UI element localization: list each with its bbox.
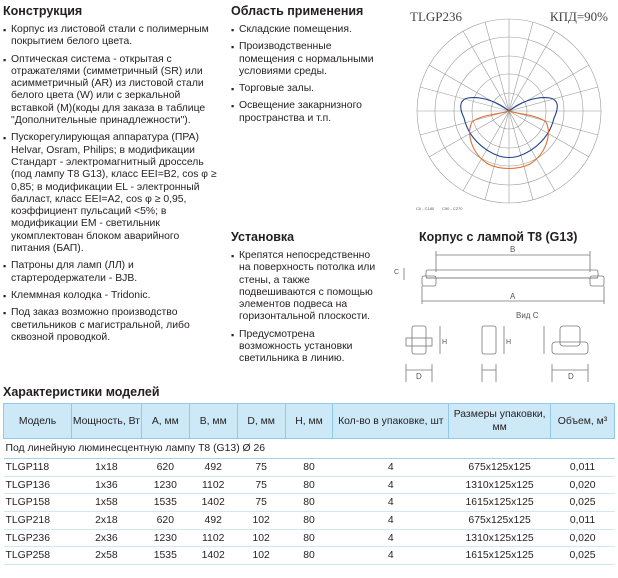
installation-section [231, 230, 379, 371]
col-header-volume: Объем, м³ [551, 404, 615, 439]
cell-volume: 0,020 [551, 529, 615, 547]
view-c-label: Вид С [516, 311, 539, 320]
cell-model: TLGP118 [4, 459, 72, 477]
cell-qty: 4 [333, 494, 449, 512]
light-distribution-diagram [402, 4, 616, 218]
construction-section [3, 4, 218, 349]
dimensions-title: Корпус с лампой T8 (G13) [419, 230, 578, 244]
cell-volume: 0,025 [551, 494, 615, 512]
table-title: Характеристики моделей [3, 385, 160, 399]
cell-model: TLGP136 [4, 476, 72, 494]
cell-b: 492 [189, 512, 237, 530]
dim-label-h: H [506, 339, 512, 346]
cell-power: 1x36 [71, 476, 141, 494]
polar-model-label: TLGP236 [410, 9, 462, 24]
cell-model: TLGP218 [4, 512, 72, 530]
list-item: ▪ Корпус из листовой стали с полимерным покрытием белого цвета. [3, 24, 218, 49]
polar-legend-c0: C0 - C180 [416, 206, 435, 211]
application-title: Область применения [231, 4, 364, 18]
dim-label-h: H [442, 339, 448, 346]
list-item: ▪ Складские помещения. [231, 24, 379, 36]
list-item: ▪ Клеммная колодка - Tridonic. [3, 290, 218, 302]
dim-label-d: D [416, 372, 422, 381]
cell-pack: 675x125x125 [449, 512, 551, 530]
cell-d: 75 [237, 494, 285, 512]
list-item: ▪ Пускорегулирующая аппаратура (ПРА) Helvar, Osram, Philips; в модификации Стандарт - электромагнитный дроссель (под лампу T8 G13), класс EEI=B2, cos φ ≥ 0,85; в модификации EL - электронный балласт, класс EEI=A2, cos φ ≥ 0,95, коэффициент пульсаций <5%; в модификации EM - светильник укомплектован блоком аварийного питания (БАП). [3, 132, 218, 255]
cell-volume: 0,011 [551, 459, 615, 477]
col-header-power: Мощность, Вт [71, 404, 141, 439]
cell-h: 80 [285, 476, 333, 494]
polar-efficiency-label: КПД=90% [549, 9, 608, 24]
cell-b: 1402 [189, 547, 237, 565]
application-section [231, 4, 379, 130]
cell-power: 2x18 [71, 512, 141, 530]
list-item: ▪ Под заказ возможно производство светильников с магистральной, либо сквозной проводкой. [3, 307, 218, 344]
col-header-model: Модель [4, 404, 72, 439]
cell-pack: 1310x125x125 [449, 476, 551, 494]
cell-qty: 4 [333, 459, 449, 477]
list-item: ▪ Предусмотрена возможность установки светильника в линию. [231, 329, 379, 366]
cell-d: 75 [237, 459, 285, 477]
cell-a: 620 [141, 459, 189, 477]
table-row [4, 476, 615, 494]
cell-a: 1535 [141, 494, 189, 512]
table-header-row [4, 404, 615, 439]
list-item: ▪ Торговые залы. [231, 83, 379, 95]
cell-a: 1230 [141, 476, 189, 494]
col-header-pack: Размеры упаковки, мм [449, 404, 551, 439]
cell-d: 102 [237, 512, 285, 530]
table-row [4, 547, 615, 565]
cell-power: 1x58 [71, 494, 141, 512]
models-table [3, 403, 615, 565]
construction-list [3, 24, 218, 344]
group-label: Под линейную люминесцентную лампу T8 (G13) Ø 26 [4, 439, 615, 459]
dimensions-drawing [392, 246, 614, 386]
list-item: ▪ Патроны для ламп (ЛЛ) и стартеродержатели - BJB. [3, 260, 218, 285]
cell-pack: 675x125x125 [449, 459, 551, 477]
cell-volume: 0,020 [551, 476, 615, 494]
cell-qty: 4 [333, 476, 449, 494]
cell-power: 2x58 [71, 547, 141, 565]
application-list [231, 24, 379, 125]
cell-model: TLGP258 [4, 547, 72, 565]
list-item: ▪ Оптическая система - открытая с отражателями (симметричный (SR) или асимметричный (AR) из листовой стали белого цвета (W) или с зеркальной вставкой (M)(коды для заказа в таблице "Дополнительные принадлежности"). [3, 54, 218, 128]
cell-model: TLGP236 [4, 529, 72, 547]
cell-b: 492 [189, 459, 237, 477]
cell-power: 1x18 [71, 459, 141, 477]
cell-pack: 1310x125x125 [449, 529, 551, 547]
dim-label-b: B [510, 246, 516, 254]
table-group-row [4, 439, 615, 459]
cell-a: 1230 [141, 529, 189, 547]
cell-b: 1402 [189, 494, 237, 512]
cell-pack: 1615x125x125 [449, 494, 551, 512]
cell-h: 80 [285, 459, 333, 477]
cell-h: 80 [285, 512, 333, 530]
table-row [4, 529, 615, 547]
col-header-qty: Кол-во в упаковке, шт [333, 404, 449, 439]
cell-h: 80 [285, 529, 333, 547]
cell-d: 102 [237, 529, 285, 547]
cell-h: 80 [285, 494, 333, 512]
cell-qty: 4 [333, 547, 449, 565]
cell-a: 1535 [141, 547, 189, 565]
col-header-d: D, мм [237, 404, 285, 439]
cell-qty: 4 [333, 529, 449, 547]
cell-b: 1102 [189, 476, 237, 494]
col-header-b: B, мм [189, 404, 237, 439]
polar-svg [402, 4, 616, 218]
installation-list [231, 250, 379, 366]
col-header-h: H, мм [285, 404, 333, 439]
cell-volume: 0,025 [551, 547, 615, 565]
cell-h: 80 [285, 547, 333, 565]
dim-label-d: D [568, 372, 574, 381]
cell-d: 102 [237, 547, 285, 565]
cell-power: 2x36 [71, 529, 141, 547]
list-item: ▪ Освещение закарнизного пространства и т.п. [231, 100, 379, 125]
dim-label-a: A [510, 292, 516, 301]
list-item: ▪ Производственные помещения с нормальными условиями среды. [231, 41, 379, 78]
dim-label-c: C [394, 269, 400, 276]
construction-title: Конструкция [3, 4, 83, 18]
table-row [4, 459, 615, 477]
cell-d: 75 [237, 476, 285, 494]
cell-a: 620 [141, 512, 189, 530]
polar-legend-c90: C90 - C270 [442, 206, 463, 211]
list-item: ▪ Крепятся непосредственно на поверхность потолка или стены, а также подвешиваются с помощью элементов подвеса на горизонтальной плоскости. [231, 250, 379, 324]
cell-b: 1102 [189, 529, 237, 547]
table-row [4, 512, 615, 530]
cell-pack: 1615x125x125 [449, 547, 551, 565]
cell-qty: 4 [333, 512, 449, 530]
installation-title: Установка [231, 230, 295, 244]
cell-model: TLGP158 [4, 494, 72, 512]
table-row [4, 494, 615, 512]
cell-volume: 0,011 [551, 512, 615, 530]
col-header-a: A, мм [141, 404, 189, 439]
